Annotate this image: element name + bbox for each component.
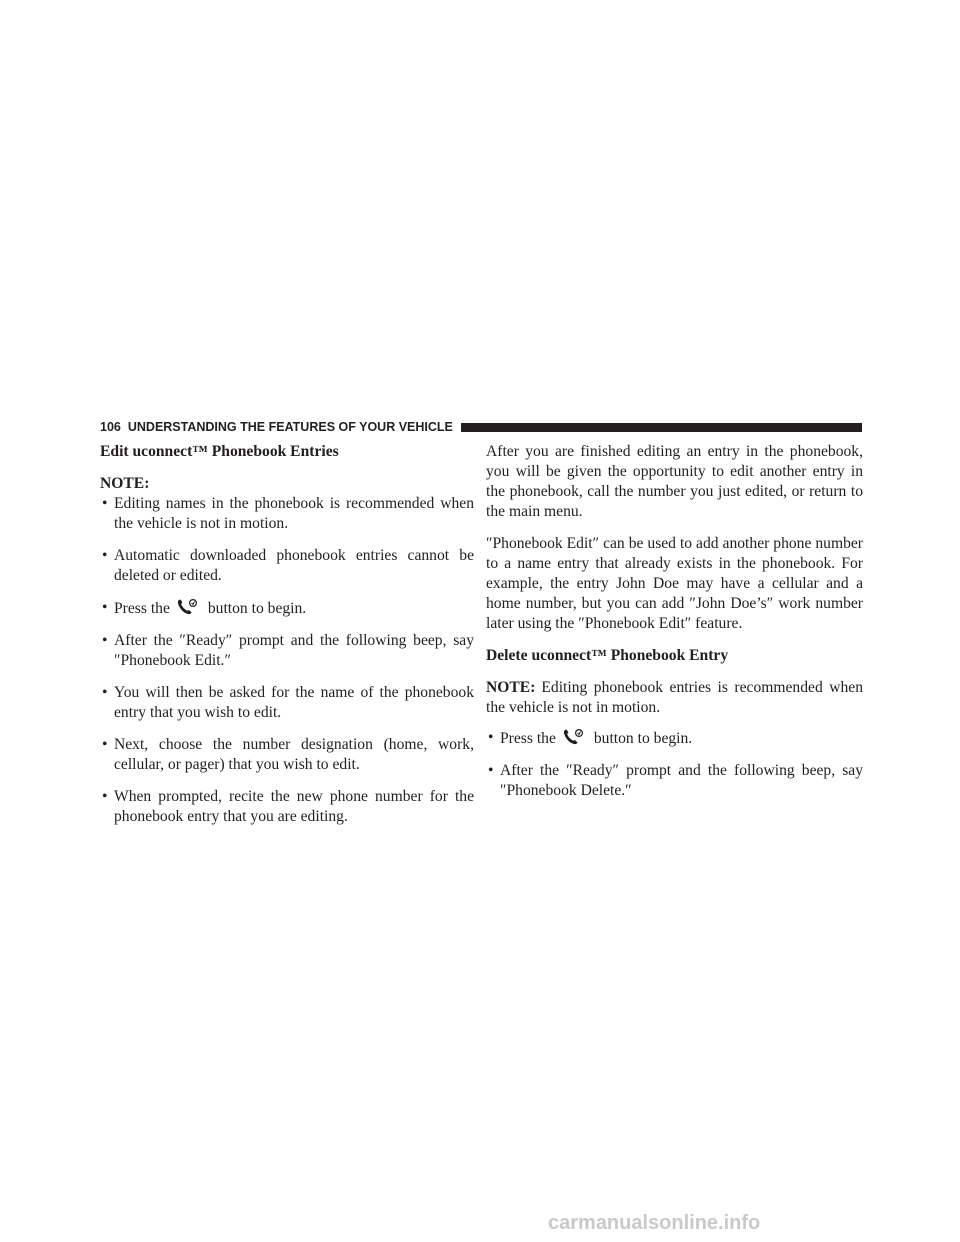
list-item: • Automatic downloaded phonebook entries cannot be deleted or edited. — [102, 547, 474, 584]
phone-voice-icon — [562, 728, 584, 746]
header-rule — [461, 423, 862, 432]
left-column — [100, 442, 474, 839]
list-item: • Editing names in the phonebook is recommended when the vehicle is not in motion. — [102, 495, 474, 532]
list-item: • Next, choose the number designation (home, work, cellular, or pager) that you wish to edit. — [102, 736, 474, 773]
edit-steps-list — [100, 494, 474, 827]
page-header — [100, 418, 862, 436]
list-item: • You will then be asked for the name of the phonebook entry that you wish to edit. — [102, 684, 474, 721]
list-item: • After the ″Ready″ prompt and the following beep, say ″Phonebook Edit.″ — [102, 632, 474, 669]
page-number: 106 — [100, 420, 121, 434]
phone-voice-icon — [176, 598, 198, 616]
note-label: NOTE: — [486, 679, 536, 696]
delete-steps-list — [486, 728, 863, 801]
section-title: UNDERSTANDING THE FEATURES OF YOUR VEHICLE — [127, 420, 453, 434]
watermark: carmanualsonline.info — [548, 1212, 761, 1234]
list-item: • Press the button to begin. — [488, 729, 693, 747]
list-item: • When prompted, recite the new phone number for the phonebook entry that you are editing. — [102, 788, 474, 825]
right-column — [486, 442, 863, 813]
list-item: • Press the button to begin. — [102, 599, 307, 617]
note-label: NOTE: — [100, 475, 150, 492]
paragraph: ″Phonebook Edit″ can be used to add another phone number to a name entry that already exists in the phonebook. For example, the entry John Doe may have a cellular and a home number, but you can add ″John Doe’s″ work number later using the ″Phonebook Edit″ feature. — [486, 535, 863, 632]
edit-phonebook-heading: Edit uconnect™ Phonebook Entries — [100, 443, 339, 460]
paragraph: After you are finished editing an entry in the phonebook, you will be given the opportunity to edit another entry in the phonebook, call the number you just edited, or return to the main menu. — [486, 443, 863, 520]
delete-phonebook-heading: Delete uconnect™ Phonebook Entry — [486, 647, 729, 664]
list-item: • After the ″Ready″ prompt and the following beep, say ″Phonebook Delete.″ — [488, 762, 863, 799]
note-paragraph: NOTE: Editing phonebook entries is recommended when the vehicle is not in motion. — [486, 679, 863, 716]
